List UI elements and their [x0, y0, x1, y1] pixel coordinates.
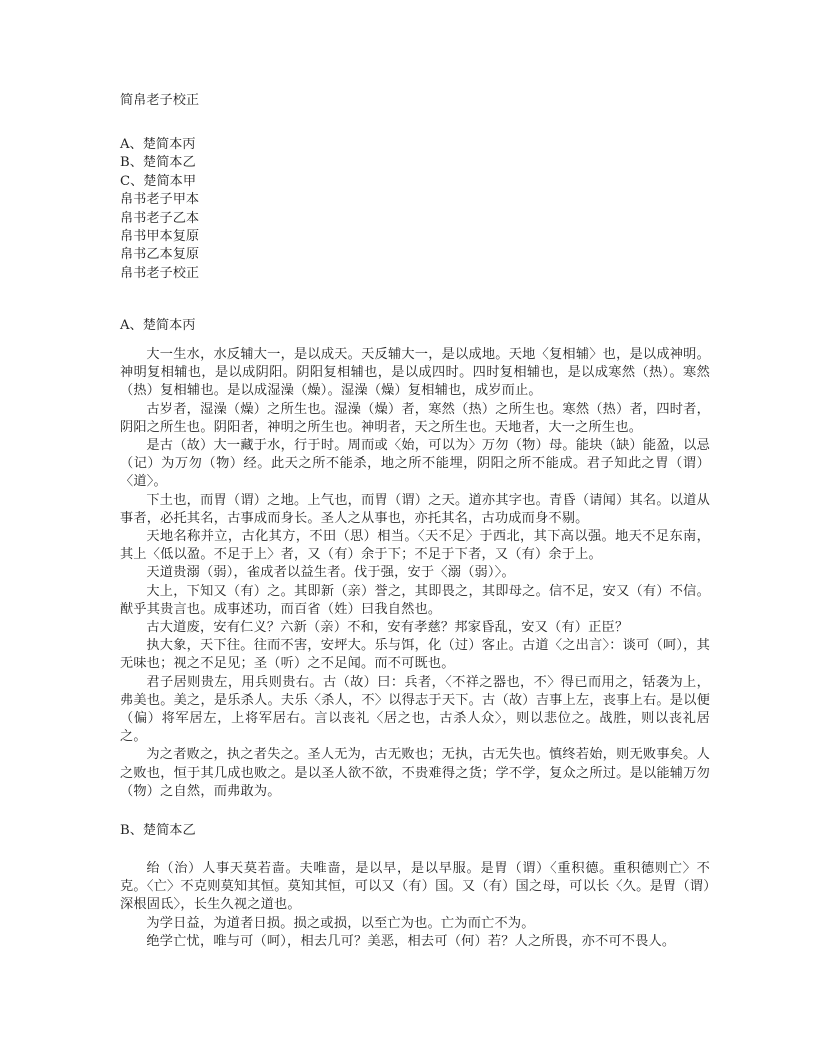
table-of-contents — [120, 136, 199, 283]
paragraph: 执大象，天下往。往而不害，安坪大。乐与饵，化（过）客止。古道〈之出言〉：谈可（呵），其无味也；视之不足见；圣（听）之不足闻。而不可既也。 — [120, 638, 710, 672]
paragraph: 绐（治）人事天莫若啬。夫唯啬，是以早，是以早服。是胃（谓）〈重积德。重积德则亡〉不克。〈亡〉不克则莫知其恒。莫知其恒，可以又（有）国。又（有）国之母，可以长〈久。是胃（谓）深根固氐〉，长生久视之道也。 — [120, 861, 710, 913]
section-body — [120, 346, 710, 801]
paragraph: 天地名称并立，古化其方，不田（思）相当。〈天不足〉于西北，其下高以强。地天不足东南，其上〈低以盈。不足于上〉者，又（有）余于下；不足于下者，又（有）余于上。 — [120, 529, 710, 563]
toc-item[interactable]: 帛书老子校正 — [120, 265, 200, 281]
paragraph: 古岁者，湿澡（燥）之所生也。湿澡（燥）者，寒然（热）之所生也。寒然（热）者，四时者，阴阳之所生也。阴阳者，神明之所生也。神明者，天之所生也。天地者，大一之所生也。 — [120, 401, 710, 435]
section-body — [120, 860, 710, 951]
paragraph: 大一生水，水反辅大一，是以成天。天反辅大一，是以成地。天地〈复相辅〉也，是以成神明。神明复相辅也，是以成阴阳。阴阳复相辅也，是以成四时。四时复相辅也，是以成寒然（热）。寒然（热）复相辅也。是以成湿澡（燥）。湿澡（燥）复相辅也，成岁而止。 — [120, 347, 710, 399]
paragraph: 古大道废，安有仁义？六新（亲）不和，安有孝慈？邦家昏乱，安又（有）正臣？ — [146, 620, 629, 636]
toc-item[interactable]: 帛书老子甲本 — [120, 192, 200, 208]
toc-item[interactable]: 帛书乙本复原 — [120, 247, 200, 263]
toc-item[interactable]: 帛书甲本复原 — [120, 228, 200, 244]
paragraph: 绝学亡忧，唯与可（呵），相去几可？美恶，相去可（何）若？人之所畏，亦不可不畏人。 — [146, 933, 676, 949]
paragraph: 君子居则贵左，用兵则贵右。古（故）曰：兵者，〈不祥之器也，不〉得已而用之，铦袭为上，弗美也。美之，是乐杀人。夫乐〈杀人，不〉以得志于天下。古（故）吉事上左，丧事上右。是以便（偏）将军居左，上将军居右。言以丧礼〈居之也，古杀人众〉，则以悲位之。战胜，则以丧礼居之。 — [120, 674, 710, 745]
section-heading: A、楚简本丙 — [120, 318, 196, 333]
paragraph: 下土也，而胃（谓）之地。上气也，而胃（谓）之天。道亦其字也。青昏（请闻）其名。以道从事者，必托其名，古事成而身长。圣人之从事也，亦托其名，古功成而身不剔。 — [120, 492, 710, 526]
toc-item[interactable]: C、楚简本甲 — [120, 173, 197, 189]
section-heading: B、楚简本乙 — [120, 823, 196, 838]
paragraph: 天道贵溺（弱），雀成者以益生者。伐于强，安于〈溺（弱）〉。 — [146, 565, 515, 581]
toc-item[interactable]: A、楚简本丙 — [120, 137, 196, 152]
paragraph: 为学日益，为道者日损。损之或损，以至亡为也。亡为而亡不为。 — [146, 915, 535, 931]
toc-item[interactable]: B、楚简本乙 — [120, 155, 196, 171]
toc-item[interactable]: 帛书老子乙本 — [120, 210, 200, 226]
paragraph: 是古（故）大一藏于水，行于时。周而或〈始，可以为〉万勿（物）母。能块（缺）能盈，以忌（记）为万勿（物）经。此天之所不能杀，地之所不能埋，阴阳之所不能成。君子知此之胃（谓）〈道〉。 — [120, 438, 710, 490]
paragraph: 大上，下知又（有）之。其即新（亲）誉之，其即畏之，其即母之。信不足，安又（有）不信。猷乎其贵言也。成事述功，而百省（姓）曰我自然也。 — [120, 583, 710, 617]
paragraph: 为之者败之，执之者失之。圣人无为，古无败也；无执，古无失也。慎终若始，则无败事矣。人之败也，恒于其几成也败之。是以圣人欲不欲，不贵难得之货；学不学，复众之所过。是以能辅万勿（物）之自然，而弗敢为。 — [120, 747, 710, 799]
document-title: 简帛老子校正 — [120, 93, 200, 108]
